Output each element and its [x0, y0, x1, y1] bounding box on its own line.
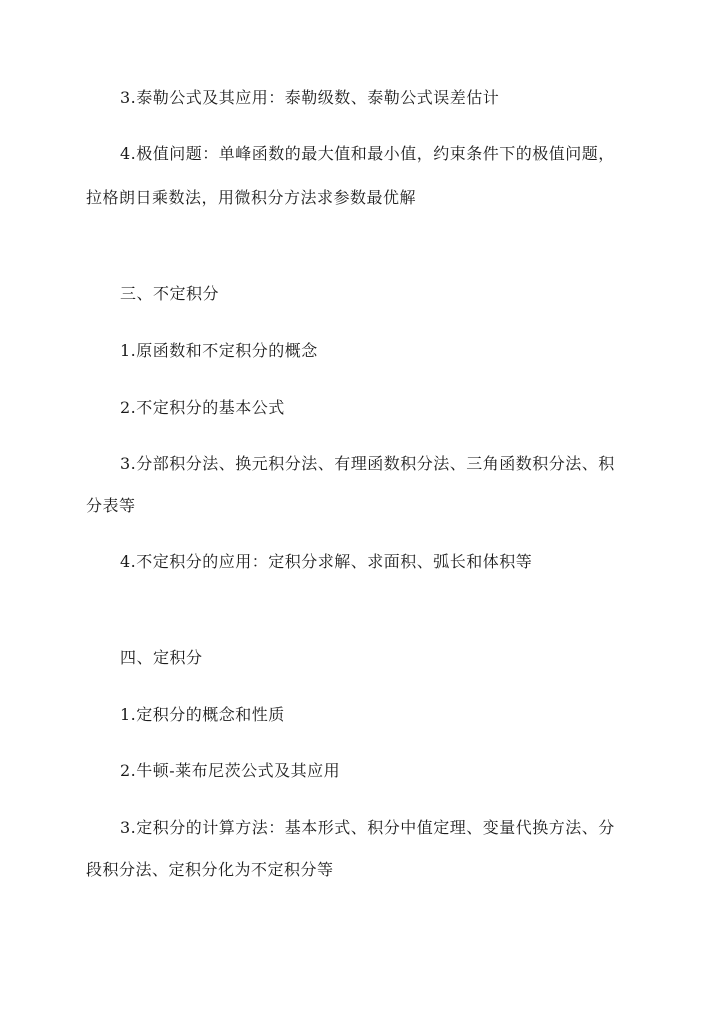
paragraph-line: 1.原函数和不定积分的概念 — [120, 341, 318, 360]
paragraph-line: 4.不定积分的应用：定积分求解、求面积、弧长和体积等 — [120, 552, 533, 571]
paragraph-line: 2.不定积分的基本公式 — [120, 398, 285, 417]
paragraph-line: 分表等 — [86, 496, 136, 515]
section-heading: 四、定积分 — [120, 648, 203, 667]
paragraph-line: 4.极值问题：单峰函数的最大值和最小值，约束条件下的极值问题， — [120, 144, 615, 163]
paragraph-line: 3.泰勒公式及其应用：泰勒级数、泰勒公式误差估计 — [120, 88, 500, 107]
paragraph-line: 3.分部积分法、换元积分法、有理函数积分法、三角函数积分法、积 — [120, 454, 615, 473]
paragraph-line: 2.牛顿-莱布尼茨公式及其应用 — [120, 761, 341, 780]
paragraph-line: 段积分法、定积分化为不定积分等 — [86, 860, 334, 879]
paragraph-line: 1.定积分的概念和性质 — [120, 705, 285, 724]
section-heading: 三、不定积分 — [120, 284, 220, 303]
paragraph-line: 拉格朗日乘数法，用微积分方法求参数最优解 — [86, 188, 417, 207]
paragraph-line: 3.定积分的计算方法：基本形式、积分中值定理、变量代换方法、分 — [120, 818, 615, 837]
